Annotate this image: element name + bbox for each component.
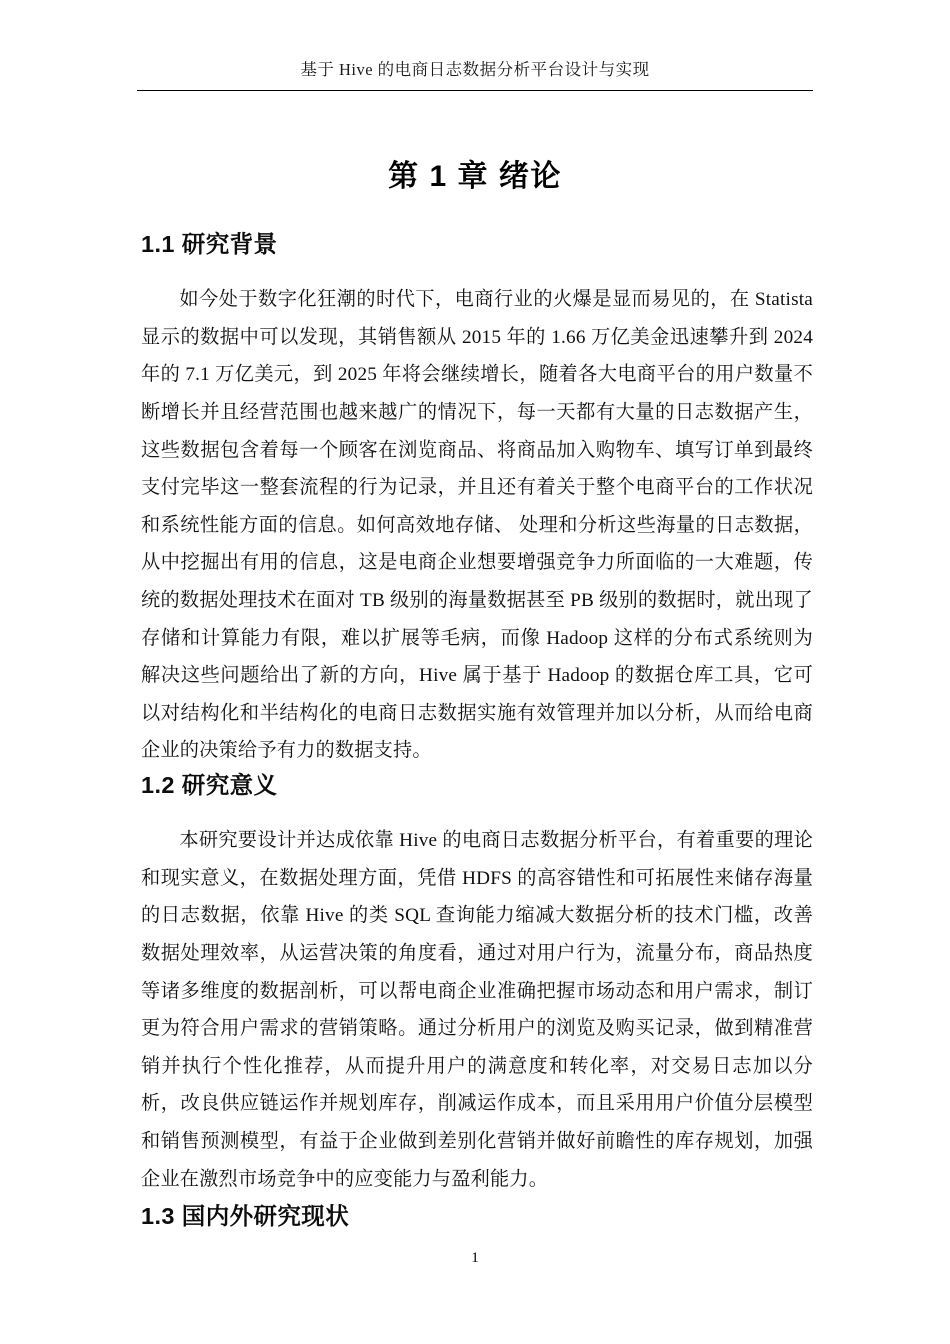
section-heading-1-1: 1.1 研究背景 xyxy=(141,230,278,257)
section-heading-1-3: 1.3 国内外研究现状 xyxy=(141,1202,350,1229)
section-paragraph-1-2: 本研究要设计并达成依靠 Hive 的电商日志数据分析平台，有着重要的理论和现实意义，在数据处理方面，凭借 HDFS 的高容错性和可拓展性来储存海量的日志数据，依靠 Hive 的类 SQL 查询能力缩减大数据分析的技术门槛，改善数据处理效率，从运营决策的角度看，通过对用户行为，流量分布，商品热度等诸多维度的数据剖析，可以帮电商企业准确把握市场动态和用户需求，制订更为符合用户需求的营销策略。通过分析用户的浏览及购买记录，做到精准营销并执行个性化推荐，从而提升用户的满意度和转化率，对交易日志加以分析，改良供应链运作并规划库存，削减运作成本，而且采用用户价值分层模型和销售预测模型，有益于企业做到差别化营销并做好前瞻性的库存规划，加强企业在激烈市场竞争中的应变能力与盈利能力。 xyxy=(141,830,813,1190)
page-number: 1 xyxy=(471,1250,479,1266)
running-header: 基于 Hive 的电商日志数据分析平台设计与实现 xyxy=(300,60,650,79)
chapter-title: 第 1 章 绪论 xyxy=(388,160,562,194)
header-divider-rule xyxy=(137,90,813,91)
section-heading-1-2: 1.2 研究意义 xyxy=(141,771,278,798)
section-paragraph-1-1: 如今处于数字化狂潮的时代下，电商行业的火爆是显而易见的，在 Statista 显示的数据中可以发现，其销售额从 2015 年的 1.66 万亿美金迅速攀升到 2024 年的 7.1 万亿美元，到 2025 年将会继续增长，随着各大电商平台的用户数量不断增长并且经营范围也越来越广的情况下，每一天都有大量的日志数据产生，这些数据包含着每一个顾客在浏览商品、将商品加入购物车、填写订单到最终支付完毕这一整套流程的行为记录，并且还有着关于整个电商平台的工作状况和系统性能方面的信息。如何高效地存储、 处理和分析这些海量的日志数据，从中挖掘出有用的信息，这是电商企业想要增强竞争力所面临的一大难题，传统的数据处理技术在面对 TB 级别的海量数据甚至 PB 级别的数据时，就出现了存储和计算能力有限，难以扩展等毛病，而像 Hadoop 这样的分布式系统则为解决这些问题给出了新的方向，Hive 属于基于 Hadoop 的数据仓库工具，它可以对结构化和半结构化的电商日志数据实施有效管理并加以分析，从而给电商企业的决策给予有力的数据支持。 xyxy=(141,289,813,762)
